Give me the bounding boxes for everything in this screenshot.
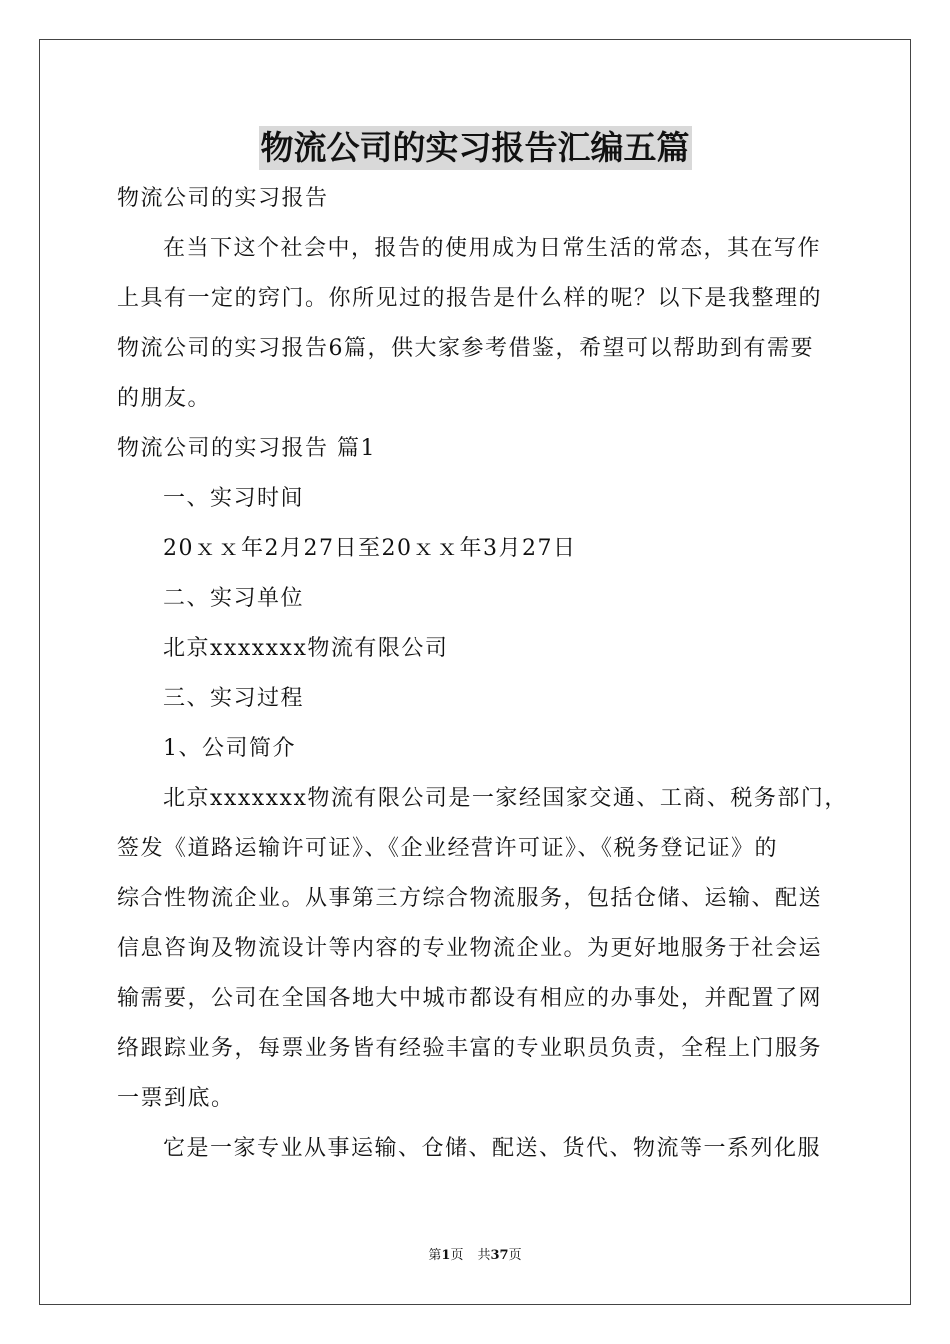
- text-line: 输需要，公司在全国各地大中城市都设有相应的办事处，并配置了网: [117, 986, 823, 1011]
- text-line: 二、实习单位: [163, 586, 305, 611]
- text-line: 一票到底。: [117, 1086, 235, 1111]
- text-line: 一、实习时间: [163, 486, 305, 511]
- text-line: 签发《道路运输许可证》、《企业经营许可证》、《税务登记证》的: [117, 836, 779, 861]
- text-line: 在当下这个社会中，报告的使用成为日常生活的常态，其在写作: [163, 236, 822, 261]
- page-footer: [0, 1244, 950, 1263]
- footer-page-number: 1: [441, 1248, 451, 1263]
- footer-total-unit: 页: [508, 1248, 522, 1263]
- footer-total-pages: 37: [490, 1248, 509, 1263]
- text-line: 信息咨询及物流设计等内容的专业物流企业。为更好地服务于社会运: [117, 936, 823, 961]
- text-line: 北京xxxxxxx物流有限公司是一家经国家交通、工商、税务部门，: [163, 786, 848, 811]
- text-line: 1、公司简介: [163, 736, 296, 761]
- title-container: [0, 126, 950, 170]
- footer-total-prefix: 共: [477, 1248, 491, 1263]
- footer-page-unit: 页: [450, 1248, 464, 1263]
- footer-page-prefix: 第: [428, 1248, 442, 1263]
- text-line: 它是一家专业从事运输、仓储、配送、货代、物流等一系列化服: [163, 1136, 822, 1161]
- text-line: 物流公司的实习报告: [117, 186, 329, 211]
- text-line: 北京xxxxxxx物流有限公司: [163, 636, 449, 661]
- text-line: 综合性物流企业。从事第三方综合物流服务，包括仓储、运输、配送: [117, 886, 823, 911]
- text-line: 三、实习过程: [163, 686, 305, 711]
- document-body: [117, 174, 848, 1174]
- text-line: 络跟踪业务，每票业务皆有经验丰富的专业职员负责，全程上门服务: [117, 1036, 823, 1061]
- document-title: 物流公司的实习报告汇编五篇: [259, 126, 692, 170]
- text-line: 物流公司的实习报告6篇，供大家参考借鉴，希望可以帮助到有需要: [117, 336, 814, 361]
- text-line: 20ｘｘ年2月27日至20ｘｘ年3月27日: [163, 536, 577, 561]
- text-line: 上具有一定的窍门。你所见过的报告是什么样的呢？以下是我整理的: [117, 286, 823, 311]
- text-line: 的朋友。: [117, 386, 212, 411]
- text-line: 物流公司的实习报告 篇1: [117, 436, 376, 461]
